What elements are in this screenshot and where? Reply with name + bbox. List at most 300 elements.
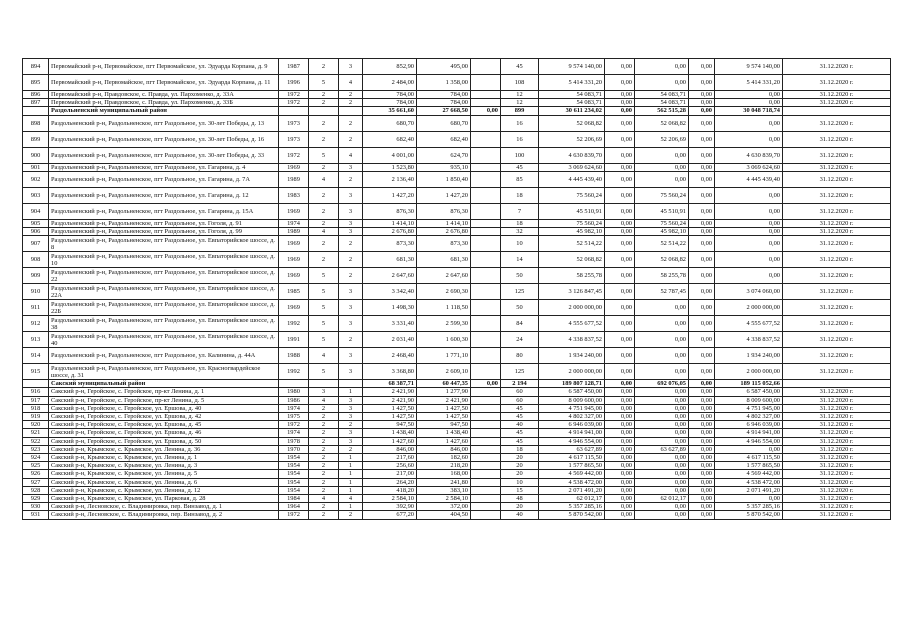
cell-floors: 5 [309, 147, 339, 163]
cell-total: 1 577 865,50 [539, 462, 605, 470]
table-row [23, 228, 891, 236]
cell-a3 [471, 252, 501, 268]
cell-date: 31.12.2020 г. [783, 332, 891, 348]
cell-c1: 0,00 [605, 59, 635, 75]
cell-year: 1969 [279, 163, 309, 171]
cell-c3: 0,00 [689, 107, 715, 115]
cell-floors: 5 [309, 268, 339, 284]
cell-addr: Раздольненский р-н, Раздольненское, пгт Раздольное, ул. Красногвардейское шоссе, д. 31 [49, 364, 279, 380]
cell-no: 917 [23, 396, 49, 404]
cell-year: 1969 [279, 236, 309, 252]
cell-people: 16 [501, 131, 539, 147]
cell-area: 1 438,40 [363, 429, 417, 437]
cell-no: 913 [23, 332, 49, 348]
cell-c1: 0,00 [605, 413, 635, 421]
cell-a3 [471, 236, 501, 252]
table-row [23, 462, 891, 470]
cell-date: 31.12.2020 г. [783, 75, 891, 91]
cell-no: 897 [23, 99, 49, 107]
cell-date [783, 380, 891, 388]
cell-total: 4 630 839,70 [539, 147, 605, 163]
cell-total: 2 071 491,20 [539, 486, 605, 494]
cell-c2: 52 068,82 [635, 115, 689, 131]
cell-c4: 3 069 624,60 [715, 163, 783, 171]
cell-date: 31.12.2020 г. [783, 511, 891, 519]
cell-date: 31.12.2020 г. [783, 284, 891, 300]
cell-people: 108 [501, 75, 539, 91]
cell-a3 [471, 228, 501, 236]
cell-date: 31.12.2020 г. [783, 348, 891, 364]
cell-c4: 0,00 [715, 268, 783, 284]
cell-addr: Раздольненский р-н, Раздольненское, пгт Раздольное, ул. Евпаторийское шоссе, д. 40 [49, 332, 279, 348]
cell-floors: 2 [309, 59, 339, 75]
cell-addr: Сакский р-н, Крымское, с. Крымское, ул. Ленина, д. 5 [49, 470, 279, 478]
cell-year: 1986 [279, 396, 309, 404]
cell-a3 [471, 445, 501, 453]
cell-year: 1954 [279, 486, 309, 494]
cell-area2: 2 609,10 [417, 364, 471, 380]
cell-c4: 3 074 060,00 [715, 284, 783, 300]
cell-c1: 0,00 [605, 462, 635, 470]
cell-year: 1984 [279, 495, 309, 503]
cell-a3 [471, 470, 501, 478]
cell-a3 [471, 429, 501, 437]
cell-no: 899 [23, 131, 49, 147]
cell-floors: 3 [309, 388, 339, 396]
cell-addr: Сакский р-н, Крымское, с. Крымское, ул. Ленина, д. 36 [49, 445, 279, 453]
cell-ent: 2 [339, 421, 363, 429]
cell-total: 75 560,24 [539, 187, 605, 203]
cell-area2: 182,60 [417, 454, 471, 462]
cell-addr: Сакский р-н, Крымское, с. Крымское, ул. Парковая, д. 28 [49, 495, 279, 503]
cell-addr: Раздольненский р-н, Раздольненское, пгт Раздольное, ул. Евпаторийское шоссе, д. 22А [49, 284, 279, 300]
cell-year: 1974 [279, 404, 309, 412]
cell-floors: 2 [309, 503, 339, 511]
cell-c4: 189 115 052,66 [715, 380, 783, 388]
cell-c4: 5 357 285,16 [715, 503, 783, 511]
cell-people: 40 [501, 511, 539, 519]
cell-area: 680,70 [363, 115, 417, 131]
cell-c3: 0,00 [689, 131, 715, 147]
cell-area: 1 427,20 [363, 187, 417, 203]
cell-year: 1987 [279, 59, 309, 75]
cell-c3: 0,00 [689, 396, 715, 404]
cell-c3: 0,00 [689, 219, 715, 227]
cell-year: 1973 [279, 131, 309, 147]
cell-area: 392,90 [363, 503, 417, 511]
table-row [23, 421, 891, 429]
cell-floors: 2 [309, 511, 339, 519]
cell-addr: Сакский р-н, Геройское, с. Геройское, пр-кт Ленина, д. 1 [49, 388, 279, 396]
cell-ent: 2 [339, 115, 363, 131]
cell-c2: 0,00 [635, 59, 689, 75]
cell-year: 1969 [279, 203, 309, 219]
cell-a3 [471, 203, 501, 219]
cell-a3 [471, 187, 501, 203]
cell-people: 32 [501, 228, 539, 236]
cell-floors: 2 [309, 470, 339, 478]
cell-c3: 0,00 [689, 421, 715, 429]
cell-a3 [471, 348, 501, 364]
cell-a3 [471, 131, 501, 147]
cell-c1: 0,00 [605, 486, 635, 494]
cell-ent: 2 [339, 236, 363, 252]
cell-total: 52 068,82 [539, 115, 605, 131]
cell-c1: 0,00 [605, 503, 635, 511]
housing-table [22, 58, 891, 520]
cell-c1: 0,00 [605, 478, 635, 486]
table-row [23, 437, 891, 445]
cell-ent: 3 [339, 364, 363, 380]
cell-c4: 0,00 [715, 203, 783, 219]
cell-c4: 4 946 554,00 [715, 437, 783, 445]
cell-total: 3 069 624,60 [539, 163, 605, 171]
cell-year: 1992 [279, 364, 309, 380]
cell-floors [309, 107, 339, 115]
cell-ent: 3 [339, 429, 363, 437]
cell-c3: 0,00 [689, 252, 715, 268]
cell-people: 18 [501, 445, 539, 453]
cell-total: 45 510,91 [539, 203, 605, 219]
cell-c3: 0,00 [689, 99, 715, 107]
cell-a3 [471, 413, 501, 421]
cell-a3 [471, 115, 501, 131]
cell-ent: 3 [339, 59, 363, 75]
table-row [23, 511, 891, 519]
cell-a3 [471, 511, 501, 519]
cell-c4: 0,00 [715, 131, 783, 147]
cell-c2: 0,00 [635, 396, 689, 404]
cell-ent: 3 [339, 413, 363, 421]
cell-total: 54 083,71 [539, 99, 605, 107]
cell-ent: 3 [339, 284, 363, 300]
cell-people: 45 [501, 413, 539, 421]
cell-c1: 0,00 [605, 187, 635, 203]
cell-date: 31.12.2020 г. [783, 99, 891, 107]
cell-area: 2 647,60 [363, 268, 417, 284]
cell-date: 31.12.2020 г. [783, 421, 891, 429]
cell-total: 189 807 128,71 [539, 380, 605, 388]
cell-area: 677,20 [363, 511, 417, 519]
table-row [23, 503, 891, 511]
cell-area: 2 031,40 [363, 332, 417, 348]
cell-area2: 1 427,20 [417, 187, 471, 203]
cell-addr: Сакский р-н, Крымское, с. Крымское, ул. Ленина, д. 3 [49, 462, 279, 470]
cell-date: 31.12.2020 г. [783, 91, 891, 99]
cell-a3 [471, 284, 501, 300]
cell-c1: 0,00 [605, 445, 635, 453]
cell-people: 16 [501, 115, 539, 131]
cell-area: 256,60 [363, 462, 417, 470]
cell-ent: 3 [339, 404, 363, 412]
cell-area2: 1 771,10 [417, 348, 471, 364]
cell-ent: 2 [339, 171, 363, 187]
cell-area: 2 136,40 [363, 171, 417, 187]
cell-floors: 5 [309, 284, 339, 300]
cell-c1: 0,00 [605, 364, 635, 380]
cell-floors: 2 [309, 445, 339, 453]
cell-c3: 0,00 [689, 454, 715, 462]
cell-c3: 0,00 [689, 147, 715, 163]
cell-floors: 2 [309, 187, 339, 203]
cell-addr: Сакский р-н, Геройское, с. Геройское, ул. Ершова, д. 50 [49, 437, 279, 445]
cell-c2: 45 982,10 [635, 228, 689, 236]
table-row [23, 99, 891, 107]
cell-people: 10 [501, 236, 539, 252]
table-row [23, 454, 891, 462]
cell-date: 31.12.2020 г. [783, 300, 891, 316]
cell-people: 85 [501, 171, 539, 187]
cell-ent: 2 [339, 99, 363, 107]
cell-area: 1 427,50 [363, 404, 417, 412]
cell-area2: 624,70 [417, 147, 471, 163]
cell-a3 [471, 478, 501, 486]
cell-c3: 0,00 [689, 380, 715, 388]
cell-people: 20 [501, 462, 539, 470]
cell-date: 31.12.2020 г. [783, 268, 891, 284]
cell-c3: 0,00 [689, 171, 715, 187]
cell-total: 4 569 442,00 [539, 470, 605, 478]
cell-addr: Раздольненский муниципальный район [49, 107, 279, 115]
cell-area2: 784,00 [417, 91, 471, 99]
table-row [23, 364, 891, 380]
cell-c2: 0,00 [635, 300, 689, 316]
cell-ent: 2 [339, 268, 363, 284]
cell-date: 31.12.2020 г. [783, 486, 891, 494]
cell-area2: 1 438,40 [417, 429, 471, 437]
cell-area: 3 331,40 [363, 316, 417, 332]
cell-c1: 0,00 [605, 421, 635, 429]
group-row [23, 380, 891, 388]
cell-people: 12 [501, 91, 539, 99]
cell-c4: 9 574 140,00 [715, 59, 783, 75]
cell-c1: 0,00 [605, 316, 635, 332]
cell-year: 1972 [279, 511, 309, 519]
cell-floors: 2 [309, 413, 339, 421]
cell-area: 1 523,80 [363, 163, 417, 171]
cell-area: 2 584,10 [363, 495, 417, 503]
table-row [23, 236, 891, 252]
cell-area: 873,30 [363, 236, 417, 252]
cell-c3: 0,00 [689, 115, 715, 131]
cell-c3: 0,00 [689, 388, 715, 396]
cell-area2: 383,10 [417, 486, 471, 494]
cell-c3: 0,00 [689, 348, 715, 364]
cell-c1: 0,00 [605, 75, 635, 91]
document-page [22, 58, 890, 520]
cell-a3 [471, 396, 501, 404]
table-row [23, 478, 891, 486]
cell-c3: 0,00 [689, 486, 715, 494]
cell-year: 1991 [279, 332, 309, 348]
cell-total: 5 870 542,00 [539, 511, 605, 519]
cell-a3: 0,00 [471, 107, 501, 115]
cell-c3: 0,00 [689, 445, 715, 453]
cell-ent: 3 [339, 219, 363, 227]
cell-date: 31.12.2020 г. [783, 478, 891, 486]
cell-addr: Раздольненский р-н, Раздольненское, пгт Раздольное, ул. 30-лет Победы, д. 16 [49, 131, 279, 147]
cell-ent: 3 [339, 396, 363, 404]
cell-addr: Раздольненский р-н, Раздольненское, пгт Раздольное, ул. Евпаторийское шоссе, д. 22 [49, 268, 279, 284]
cell-c3: 0,00 [689, 75, 715, 91]
cell-a3 [471, 437, 501, 445]
cell-c4: 4 630 839,70 [715, 147, 783, 163]
cell-c4: 4 569 442,00 [715, 470, 783, 478]
cell-area2: 495,00 [417, 59, 471, 75]
cell-c2: 62 012,17 [635, 495, 689, 503]
cell-ent: 2 [339, 511, 363, 519]
cell-addr: Первомайский р-н, Первомайское, пгт Первомайское, ул. Эдуарда Корпана, д. 9 [49, 59, 279, 75]
cell-floors: 4 [309, 171, 339, 187]
cell-area2: 873,30 [417, 236, 471, 252]
table-row [23, 91, 891, 99]
cell-no: 903 [23, 187, 49, 203]
table-row [23, 348, 891, 364]
cell-c3: 0,00 [689, 228, 715, 236]
cell-area2: 1 427,60 [417, 437, 471, 445]
cell-date: 31.12.2020 г. [783, 163, 891, 171]
cell-c4: 4 338 837,52 [715, 332, 783, 348]
cell-people: 20 [501, 470, 539, 478]
cell-c2: 0,00 [635, 462, 689, 470]
table-row [23, 75, 891, 91]
cell-year: 1974 [279, 219, 309, 227]
cell-a3 [471, 332, 501, 348]
cell-addr: Раздольненский р-н, Раздольненское, пгт Раздольное, ул. Гагарина, д. 4 [49, 163, 279, 171]
cell-addr: Раздольненский р-н, Раздольненское, пгт Раздольное, ул. Гагарина, д. 15А [49, 203, 279, 219]
cell-floors: 2 [309, 437, 339, 445]
cell-c1: 0,00 [605, 380, 635, 388]
cell-c3: 0,00 [689, 478, 715, 486]
cell-addr: Первомайский р-н, Правдовское, с. Правда, ул. Пархоменко, д. 33А [49, 91, 279, 99]
cell-c4: 0,00 [715, 236, 783, 252]
cell-addr: Раздольненский р-н, Раздольненское, пгт Раздольное, ул. 30-лет Победы, д. 13 [49, 115, 279, 131]
cell-total: 6 946 039,00 [539, 421, 605, 429]
cell-c4: 2 071 491,20 [715, 486, 783, 494]
cell-total: 4 445 439,40 [539, 171, 605, 187]
cell-addr: Первомайский р-н, Первомайское, пгт Первомайское, ул. Эдуарда Корпана, д. 11 [49, 75, 279, 91]
cell-c1: 0,00 [605, 131, 635, 147]
cell-ent: 2 [339, 91, 363, 99]
cell-c2: 52 514,22 [635, 236, 689, 252]
table-row [23, 316, 891, 332]
cell-year: 1983 [279, 187, 309, 203]
cell-area: 947,50 [363, 421, 417, 429]
cell-floors: 2 [309, 163, 339, 171]
cell-c1: 0,00 [605, 252, 635, 268]
cell-c1: 0,00 [605, 99, 635, 107]
cell-c4: 8 009 600,00 [715, 396, 783, 404]
cell-date: 31.12.2020 г. [783, 495, 891, 503]
cell-floors: 2 [309, 115, 339, 131]
cell-area: 2 421,90 [363, 388, 417, 396]
cell-floors: 2 [309, 404, 339, 412]
cell-area2: 1 118,50 [417, 300, 471, 316]
cell-people: 15 [501, 486, 539, 494]
cell-ent: 3 [339, 203, 363, 219]
cell-c2: 0,00 [635, 478, 689, 486]
cell-date: 31.12.2020 г. [783, 187, 891, 203]
cell-area2: 1 358,00 [417, 75, 471, 91]
cell-year [279, 107, 309, 115]
cell-no [23, 107, 49, 115]
cell-area: 3 342,40 [363, 284, 417, 300]
table-row [23, 404, 891, 412]
cell-area2: 682,40 [417, 131, 471, 147]
cell-c1: 0,00 [605, 284, 635, 300]
cell-total: 62 012,17 [539, 495, 605, 503]
cell-c4: 1 577 865,50 [715, 462, 783, 470]
cell-c2: 0,00 [635, 454, 689, 462]
cell-addr: Раздольненский р-н, Раздольненское, пгт Раздольное, ул. Евпаторийское шоссе, д. 8 [49, 236, 279, 252]
cell-ent: 1 [339, 454, 363, 462]
cell-floors: 2 [309, 462, 339, 470]
cell-date: 31.12.2020 г. [783, 396, 891, 404]
cell-ent: 2 [339, 252, 363, 268]
cell-c2: 0,00 [635, 348, 689, 364]
cell-no: 909 [23, 268, 49, 284]
cell-c1: 0,00 [605, 429, 635, 437]
cell-date: 31.12.2020 г. [783, 115, 891, 131]
cell-a3 [471, 163, 501, 171]
cell-date: 31.12.2020 г. [783, 429, 891, 437]
cell-c2: 0,00 [635, 404, 689, 412]
cell-c1: 0,00 [605, 396, 635, 404]
cell-ent [339, 107, 363, 115]
cell-area: 217,60 [363, 454, 417, 462]
cell-a3 [471, 316, 501, 332]
cell-c4: 0,00 [715, 252, 783, 268]
cell-year: 1989 [279, 228, 309, 236]
cell-area: 35 661,60 [363, 107, 417, 115]
cell-date: 31.12.2020 г. [783, 503, 891, 511]
cell-area: 1 498,30 [363, 300, 417, 316]
cell-ent: 2 [339, 131, 363, 147]
cell-year: 1954 [279, 462, 309, 470]
cell-area: 418,20 [363, 486, 417, 494]
cell-total: 4 914 941,00 [539, 429, 605, 437]
cell-ent [339, 380, 363, 388]
cell-addr: Раздольненский р-н, Раздольненское, пгт Раздольное, ул. Гоголя, д. 91 [49, 219, 279, 227]
cell-total: 4 538 472,00 [539, 478, 605, 486]
cell-year: 1974 [279, 429, 309, 437]
cell-c4: 4 555 677,52 [715, 316, 783, 332]
cell-c2: 0,00 [635, 429, 689, 437]
cell-c1: 0,00 [605, 91, 635, 99]
cell-a3 [471, 364, 501, 380]
cell-total: 8 009 600,00 [539, 396, 605, 404]
table-row [23, 495, 891, 503]
cell-addr: Раздольненский р-н, Раздольненское, пгт Раздольное, ул. Гоголя, д. 99 [49, 228, 279, 236]
cell-year: 1975 [279, 413, 309, 421]
cell-total: 52 206,69 [539, 131, 605, 147]
cell-addr: Сакский р-н, Геройское, с. Геройское, пр-кт Ленина, д. 5 [49, 396, 279, 404]
cell-area: 1 414,10 [363, 219, 417, 227]
cell-year: 1972 [279, 421, 309, 429]
cell-ent: 4 [339, 495, 363, 503]
cell-c1: 0,00 [605, 348, 635, 364]
cell-people: 45 [501, 163, 539, 171]
cell-area: 68 387,71 [363, 380, 417, 388]
cell-c3: 0,00 [689, 59, 715, 75]
cell-c2: 75 560,24 [635, 219, 689, 227]
cell-c4: 4 751 945,00 [715, 404, 783, 412]
cell-c2: 0,00 [635, 75, 689, 91]
cell-no: 916 [23, 388, 49, 396]
table-row [23, 388, 891, 396]
cell-c1: 0,00 [605, 171, 635, 187]
cell-floors: 2 [309, 478, 339, 486]
